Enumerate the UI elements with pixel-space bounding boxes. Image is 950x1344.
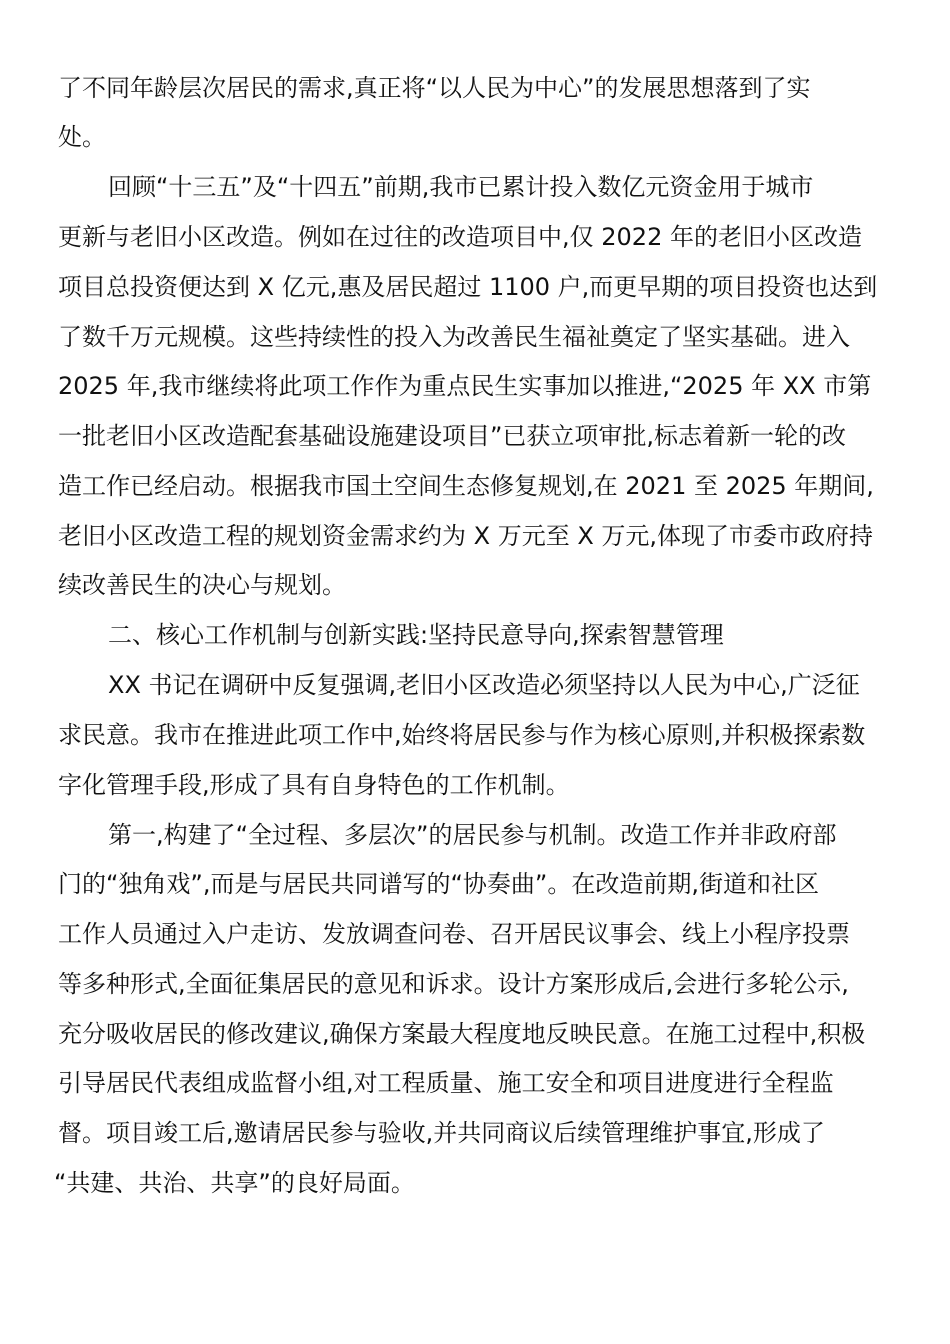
text-line: 了数千万元规模。这些持续性的投入为改善民生福祉奠定了坚实基础。进入: [58, 323, 850, 351]
text-line: 一批老旧小区改造配套基础设施建设项目”已获立项审批,标志着新一轮的改: [58, 422, 847, 450]
text-line: 等多种形式,全面征集居民的意见和诉求。设计方案形成后,会进行多轮公示,: [58, 970, 849, 998]
text-line: 处。: [58, 123, 106, 151]
text-line: 求民意。我市在推进此项工作中,始终将居民参与作为核心原则,并积极探索数: [58, 721, 866, 749]
text-line: “共建、共治、共享”的良好局面。: [54, 1169, 415, 1197]
text-line: 造工作已经启动。根据我市国土空间生态修复规划,在 2021 至 2025 年期间,: [58, 472, 874, 500]
text-line: 第一,构建了“全过程、多层次”的居民参与机制。改造工作并非政府部: [108, 821, 837, 849]
text-line: 了不同年龄层次居民的需求,真正将“以人民为中心”的发展思想落到了实: [58, 74, 811, 102]
text-line: 门的“独角戏”,而是与居民共同谱写的“协奏曲”。在改造前期,街道和社区: [58, 870, 819, 898]
text-line: 工作人员通过入户走访、发放调查问卷、召开居民议事会、线上小程序投票: [58, 920, 850, 948]
text-line: 项目总投资便达到 X 亿元,惠及居民超过 1100 户,而更早期的项目投资也达到: [58, 273, 878, 301]
text-line: 更新与老旧小区改造。例如在过往的改造项目中,仅 2022 年的老旧小区改造: [58, 223, 862, 251]
text-line: 引导居民代表组成监督小组,对工程质量、施工安全和项目进度进行全程监: [58, 1069, 834, 1097]
text-line: 回顾“十三五”及“十四五”前期,我市已累计投入数亿元资金用于城市: [108, 173, 814, 201]
text-line: 督。项目竣工后,邀请居民参与验收,并共同商议后续管理维护事宜,形成了: [58, 1119, 825, 1147]
text-line: 字化管理手段,形成了具有自身特色的工作机制。: [58, 771, 570, 799]
heading-text: 二、核心工作机制与创新实践:坚持民意导向,探索智慧管理: [108, 621, 724, 649]
text-line: 2025 年,我市继续将此项工作作为重点民生实事加以推进,“2025 年 XX 市第: [58, 372, 872, 400]
text-line: 续改善民生的决心与规划。: [58, 571, 346, 599]
text-line: 充分吸收居民的修改建议,确保方案最大程度地反映民意。在施工过程中,积极: [58, 1020, 866, 1048]
text-line: XX 书记在调研中反复强调,老旧小区改造必须坚持以人民为中心,广泛征: [108, 671, 860, 699]
text-line: 老旧小区改造工程的规划资金需求约为 X 万元至 X 万元,体现了市委市政府持: [58, 522, 874, 550]
